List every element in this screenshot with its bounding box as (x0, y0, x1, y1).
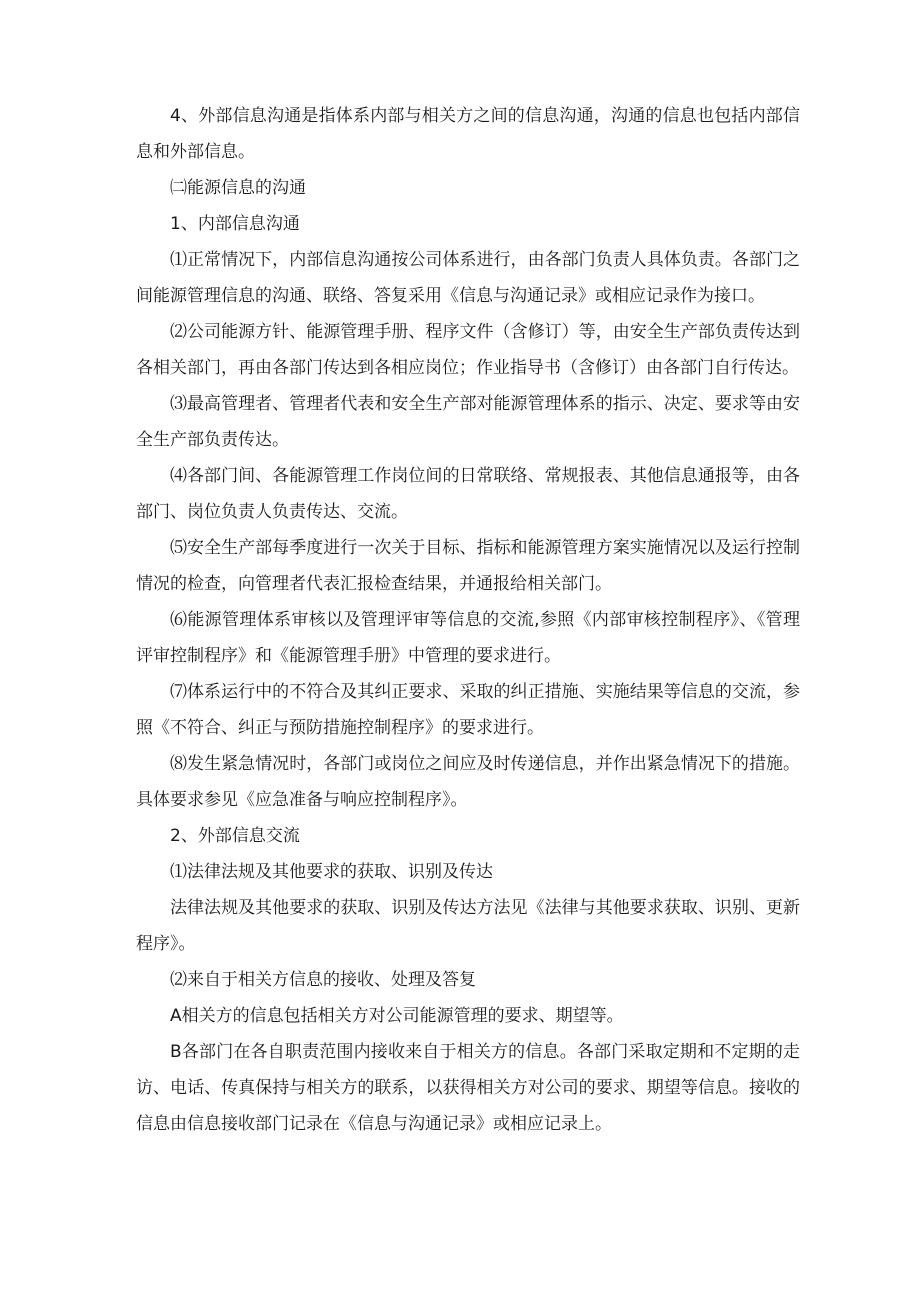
paragraph-internal-item-3: ⑶最高管理者、管理者代表和安全生产部对能源管理体系的指示、决定、要求等由安全生产部负责传达。 (136, 394, 800, 450)
paragraph-internal-item-7: ⑺体系运行中的不符合及其纠正要求、采取的纠正措施、实施结果等信息的交流，参照《不符合、纠正与预防措施控制程序》的要求进行。 (136, 682, 800, 738)
paragraph-external-item-2-title: ⑵来自于相关方信息的接收、处理及答复 (170, 970, 476, 990)
document-page (136, 98, 800, 1142)
paragraph-internal-item-6: ⑹能源管理体系审核以及管理评审等信息的交流,参照《内部审核控制程序》、《管理评审控制程序》和《能源管理手册》中管理的要求进行。 (136, 610, 800, 666)
paragraph-internal-item-1: ⑴正常情况下，内部信息沟通按公司体系进行，由各部门负责人具体负责。各部门之间能源管理信息的沟通、联络、答复采用《信息与沟通记录》或相应记录作为接口。 (136, 250, 800, 306)
paragraph-external-item-2-a: A相关方的信息包括相关方对公司能源管理的要求、期望等。 (170, 1006, 624, 1026)
paragraph-external-item-1-title: ⑴法律法规及其他要求的获取、识别及传达 (170, 862, 493, 882)
paragraph-external-item-1-body: 法律法规及其他要求的获取、识别及传达方法见《法律与其他要求获取、识别、更新程序》。 (136, 898, 800, 954)
paragraph-internal-item-4: ⑷各部门间、各能源管理工作岗位间的日常联络、常规报表、其他信息通报等，由各部门、岗位负责人负责传达、交流。 (136, 466, 800, 522)
heading-external-communication: 2、外部信息交流 (170, 826, 300, 846)
paragraph-internal-item-5: ⑸安全生产部每季度进行一次关于目标、指标和能源管理方案实施情况以及运行控制情况的检查，向管理者代表汇报检查结果，并通报给相关部门。 (136, 538, 800, 594)
paragraph-external-item-2-b: B各部门在各自职责范围内接收来自于相关方的信息。各部门采取定期和不定期的走访、电话、传真保持与相关方的联系，以获得相关方对公司的要求、期望等信息。接收的信息由信息接收部门记录在《信息与沟通记录》或相应记录上。 (136, 1042, 800, 1134)
paragraph-internal-item-8: ⑻发生紧急情况时，各部门或岗位之间应及时传递信息，并作出紧急情况下的措施。具体要求参见《应急准备与响应控制程序》。 (136, 754, 800, 810)
heading-internal-communication: 1、内部信息沟通 (170, 214, 300, 234)
heading-energy-information-communication: ㈡能源信息的沟通 (170, 178, 306, 198)
paragraph-external-communication-definition: 4、外部信息沟通是指体系内部与相关方之间的信息沟通，沟通的信息也包括内部信息和外部信息。 (136, 106, 800, 162)
paragraph-internal-item-2: ⑵公司能源方针、能源管理手册、程序文件（含修订）等，由安全生产部负责传达到各相关部门，再由各部门传达到各相应岗位；作业指导书（含修订）由各部门自行传达。 (136, 322, 800, 378)
